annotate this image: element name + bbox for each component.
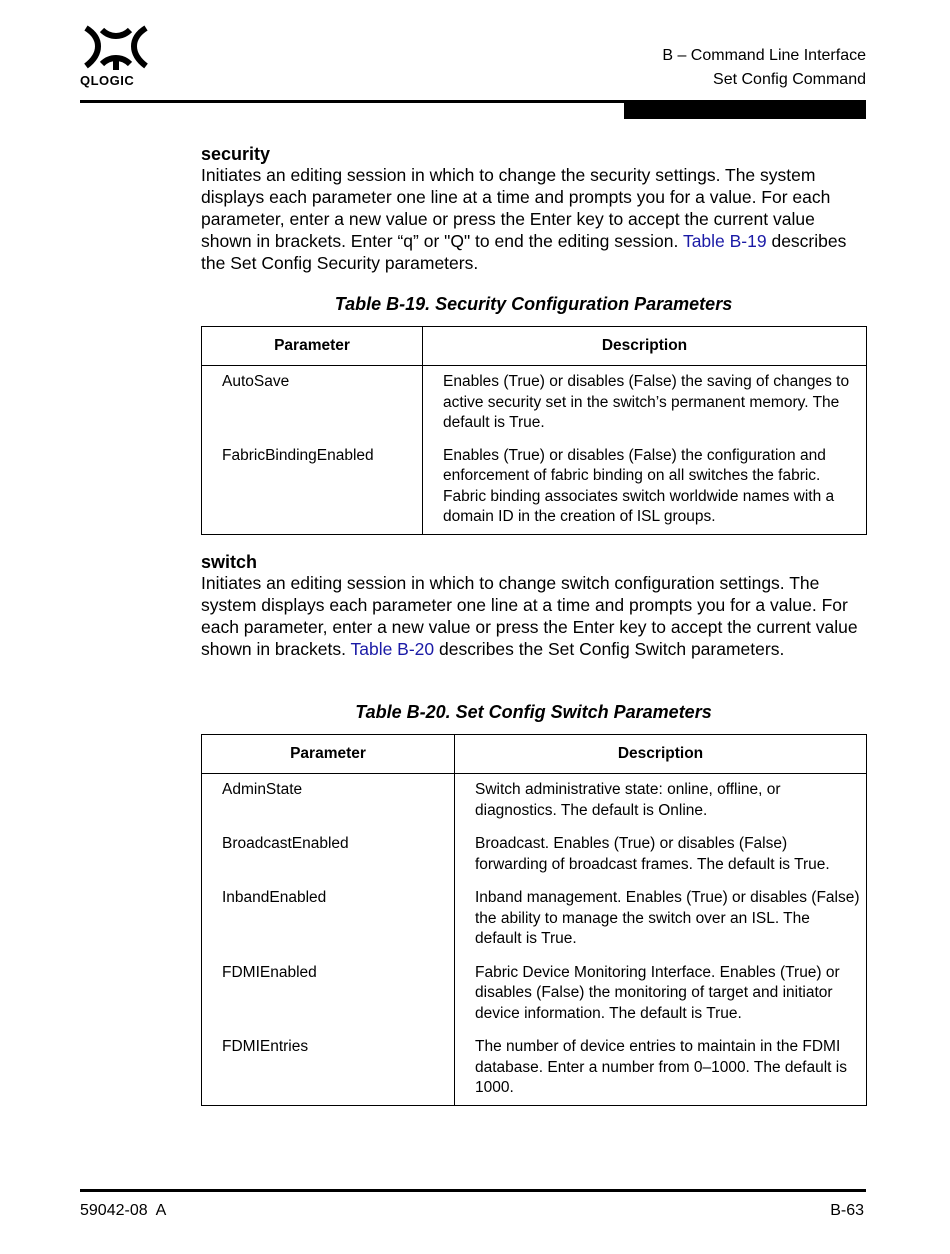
column-header-parameter: Parameter bbox=[202, 735, 455, 774]
description-cell: Enables (True) or disables (False) the saving of changes to active security set in the switch’s permanent memory. The default is True. bbox=[423, 366, 867, 446]
table-row bbox=[202, 446, 867, 535]
description-cell: The number of device entries to maintain in the FDMI database. Enter a number from 0–1000. The default is 1000. bbox=[455, 1037, 867, 1105]
security-description bbox=[201, 165, 866, 275]
switch-parameters-table bbox=[201, 734, 867, 1106]
description-cell: Fabric Device Monitoring Interface. Enables (True) or disables (False) the monitoring of target and initiator device information. The default is True. bbox=[455, 963, 867, 1038]
parameter-cell: AdminState bbox=[202, 774, 455, 835]
security-text-1: Initiates an editing session in which to change the security settings. The system displays each parameter one line at a time and prompts you for a value. For each parameter, enter a new value or press the Enter key to accept the current value shown in brackets. Enter “q” or "Q" to end the editing session. bbox=[201, 165, 831, 251]
table-row bbox=[202, 888, 867, 963]
description-cell: Switch administrative state: online, offline, or diagnostics. The default is Online. bbox=[455, 774, 867, 835]
page-number: B-63 bbox=[830, 1202, 864, 1219]
parameter-cell: InbandEnabled bbox=[202, 888, 455, 963]
description-cell: Inband management. Enables (True) or disables (False) the ability to manage the switch over an ISL. The default is True. bbox=[455, 888, 867, 963]
running-header bbox=[662, 44, 866, 92]
parameter-cell: FabricBindingEnabled bbox=[202, 446, 423, 535]
column-header-description: Description bbox=[423, 327, 867, 366]
table-b19-caption: Table B-19. Security Configuration Parameters bbox=[334, 294, 733, 314]
switch-description bbox=[201, 573, 866, 661]
security-text-2: describes the Set Config Security parameters. bbox=[201, 230, 847, 273]
switch-section bbox=[201, 551, 866, 661]
description-cell: Enables (True) or disables (False) the configuration and enforcement of fabric binding on all switches the fabric. Fabric binding associates switch worldwide names with a domain ID in the creation of ISL groups. bbox=[423, 446, 867, 535]
table-row bbox=[202, 1037, 867, 1105]
table-row bbox=[202, 366, 867, 446]
footer-rule bbox=[80, 1189, 866, 1192]
table-row bbox=[202, 774, 867, 835]
description-cell: Broadcast. Enables (True) or disables (False) forwarding of broadcast frames. The default is True. bbox=[455, 834, 867, 888]
switch-heading: switch bbox=[201, 552, 258, 572]
qlogic-logo-mark bbox=[80, 24, 152, 72]
logo-wordmark: QLOGIC bbox=[80, 73, 135, 88]
table-b20-link[interactable]: Table B-20 bbox=[350, 638, 435, 659]
parameter-cell: AutoSave bbox=[202, 366, 423, 446]
table-b19-link[interactable]: Table B-19 bbox=[682, 230, 767, 251]
security-parameters-table bbox=[201, 326, 867, 535]
security-heading: security bbox=[201, 144, 271, 164]
table-header-row bbox=[202, 735, 867, 774]
parameter-cell: FDMIEnabled bbox=[202, 963, 455, 1038]
table-header-row bbox=[202, 327, 867, 366]
switch-text-1: Initiates an editing session in which to change switch configuration settings. The system displays each parameter one line at a time and prompts you for a value. For each parameter, enter a new value or press the Enter key to accept the current value shown in brackets. bbox=[201, 573, 858, 659]
column-header-description: Description bbox=[455, 735, 867, 774]
table-row bbox=[202, 834, 867, 888]
section-title: Set Config Command bbox=[713, 71, 866, 88]
table-b20-caption: Table B-20. Set Config Switch Parameters bbox=[355, 702, 712, 722]
document-number: 59042-08 A bbox=[80, 1202, 167, 1219]
switch-text-2: describes the Set Config Switch parameters. bbox=[434, 638, 785, 659]
security-section bbox=[201, 143, 866, 275]
chapter-title: B – Command Line Interface bbox=[662, 47, 866, 64]
qlogic-logo bbox=[80, 24, 152, 94]
parameter-cell: FDMIEntries bbox=[202, 1037, 455, 1105]
table-row bbox=[202, 963, 867, 1038]
column-header-parameter: Parameter bbox=[202, 327, 423, 366]
header-bar bbox=[624, 103, 866, 119]
parameter-cell: BroadcastEnabled bbox=[202, 834, 455, 888]
